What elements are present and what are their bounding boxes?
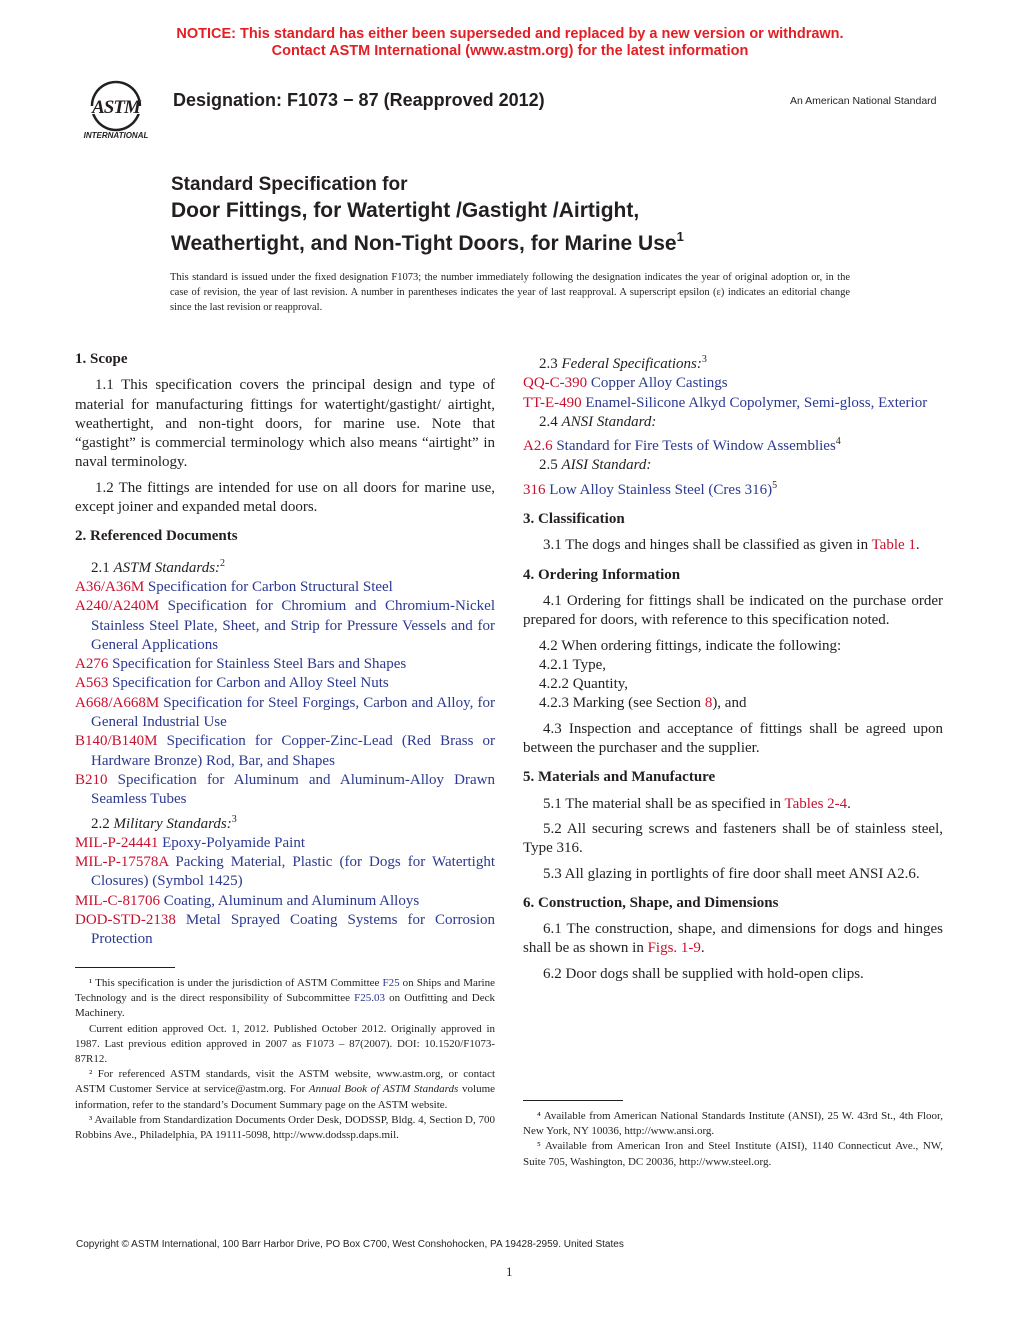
section-1-heading: 1. Scope (75, 351, 128, 367)
footnote-rule-left (75, 967, 175, 968)
ref-a36[interactable]: A36/A36M Specification for Carbon Structural Steel (75, 578, 393, 595)
right-column (523, 350, 943, 990)
paragraph-5-2: 5.2 All securing screws and fasteners shall be of stainless steel, Type 316. (523, 820, 943, 857)
tables-2-4-link[interactable]: Tables 2-4 (784, 795, 848, 812)
footnote-rule-right (523, 1100, 623, 1101)
aisi-standard-label: 2.5 AISI Standard: (539, 457, 652, 474)
paragraph-4-2: 4.2 When ordering fittings, indicate the following: (539, 637, 842, 654)
logo-subtext: INTERNATIONAL (83, 131, 149, 140)
paragraph-4-2-3: 4.2.3 Marking (see Section 8), and (539, 695, 747, 712)
notice-line-1: NOTICE: This standard has either been superseded and replaced by a new version or withdrawn. (176, 26, 844, 42)
ref-a668[interactable]: A668/A668M Specification for Steel Forgings, Carbon and Alloy, for General Industrial Use (75, 694, 495, 731)
notice-banner (0, 26, 1020, 60)
federal-specifications-label: 2.3 Federal Specifications:$^3$ (539, 354, 707, 372)
paragraph-6-2: 6.2 Door dogs shall be supplied with hold-open clips. (543, 965, 864, 982)
footnote-mark-3b[interactable]: 3 (701, 354, 707, 365)
left-column (75, 350, 495, 950)
logo-mark: ASTM (92, 97, 140, 118)
astm-logo (70, 76, 162, 142)
section-8-link[interactable]: 8 (704, 695, 713, 712)
footnote-2: ² For referenced ASTM standards, visit the ASTM website, www.astm.org, or contact ASTM Customer Service at service@astm.org. For Annual Book of ASTM Standards volume information, refer to the standard’s Document Summary page on the ASTM website. (75, 1068, 496, 1111)
paragraph-5-1: 5.1 The material shall be as specified in Tables 2-4. (543, 795, 851, 812)
american-national-standard: An American National Standard (790, 95, 937, 107)
ref-mil-p-17578a[interactable]: MIL-P-17578A Packing Material, Plastic (for Dogs for Watertight Closures) (Symbol 1425) (75, 854, 495, 890)
ref-qq-c-390[interactable]: QQ-C-390 Copper Alloy Castings (523, 375, 728, 392)
paragraph-4-1: 4.1 Ordering for fittings shall be indicated on the purchase order prepared for doors, with reference to this specification noted. (523, 592, 943, 629)
title-footnote-mark[interactable]: 1 (676, 229, 684, 244)
ref-b210[interactable]: B210 Specification for Aluminum and Aluminum-Alloy Drawn Seamless Tubes (75, 771, 495, 808)
ref-aisi-316[interactable]: 316 Low Alloy Stainless Steel (Cres 316)$^5$ (523, 479, 778, 498)
footnote-5: ⁵ Available from American Iron and Steel Institute (AISI), 1140 Connecticut Ave., NW, Suite 705, Washington, DC 20036, http://www.steel.org. (523, 1140, 943, 1168)
table-1-link[interactable]: Table 1 (871, 537, 916, 554)
figs-1-9-link[interactable]: Figs. 1-9 (647, 940, 701, 957)
ref-mil-p-24441[interactable]: MIL-P-24441 Epoxy-Polyamide Paint (75, 834, 305, 851)
title-line-3: Weathertight, and Non-Tight Doors, for Marine Use (171, 232, 677, 255)
f25-03-link[interactable]: F25.03 (354, 992, 385, 1005)
footnote-1-edition: Current edition approved Oct. 1, 2012. Published October 2012. Originally approved in 1987. Last previous edition approved in 2007 as F1073 – 87(2007). DOI: 10.1520/F1073-87R12. (75, 1022, 495, 1066)
document-title (171, 172, 684, 257)
ref-b140[interactable]: B140/B140M Specification for Copper-Zinc-Lead (Red Brass or Hardware Bronze) Rod, Bar, and Shapes (75, 733, 495, 769)
ref-dod-std-2138[interactable]: DOD-STD-2138 Metal Sprayed Coating Systems for Corrosion Protection (75, 912, 495, 948)
footnotes-right (523, 1109, 943, 1170)
section-4-heading: 4. Ordering Information (523, 566, 681, 583)
ansi-standard-label: 2.4 ANSI Standard: (539, 413, 657, 430)
ref-mil-c-81706[interactable]: MIL-C-81706 Coating, Aluminum and Aluminum Alloys (75, 892, 420, 909)
military-standards-label: 2.2 Military Standards:$^3$ (91, 813, 237, 832)
paragraph-3-1: 3.1 The dogs and hinges shall be classified as given in Table 1. (543, 537, 920, 554)
section-6-heading: 6. Construction, Shape, and Dimensions (523, 894, 779, 911)
paragraph-4-3: 4.3 Inspection and acceptance of fittings shall be agreed upon between the purchaser and the supplier. (523, 720, 943, 757)
section-2-heading: 2. Referenced Documents (75, 528, 238, 545)
paragraph-5-3: 5.3 All glazing in portlights of fire door shall meet ANSI A2.6. (543, 865, 920, 882)
title-line-2: Door Fittings, for Watertight /Gastight /Airtight, (171, 199, 640, 222)
ref-a276[interactable]: A276 Specification for Stainless Steel Bars and Shapes (75, 656, 407, 673)
footnotes-left (75, 976, 495, 1143)
section-5-heading: 5. Materials and Manufacture (523, 769, 716, 786)
copyright: Copyright © ASTM International, 100 Barr Harbor Drive, PO Box C700, West Conshohocken, PA 19428-2959. United States (76, 1239, 624, 1250)
ref-a240[interactable]: A240/A240M Specification for Chromium and Chromium-Nickel Stainless Steel Plate, Sheet, and Strip for Pressure Vessels and for General Applications (75, 598, 495, 653)
paragraph-1-1: 1.1 This specification covers the principal design and type of material for manufacturing fittings for watertight/gastight/ airtight, weathertight, and non-tight doors, for marine use. Note that “gastight” is commercial terminology which also means “airtight” in naval terminology. (75, 377, 495, 471)
footnote-4: ⁴ Available from American National Standards Institute (ANSI), 25 W. 43rd St., 4th Floor, New York, NY 10036, http://www.ansi.org. (523, 1110, 943, 1138)
paragraph-4-2-2: 4.2.2 Quantity, (539, 676, 629, 693)
page-number: 1 (506, 1264, 513, 1279)
title-line-1: Standard Specification for (171, 174, 408, 195)
notice-line-2: Contact ASTM International (www.astm.org) for the latest information (271, 43, 749, 59)
f25-link[interactable]: F25 (382, 977, 400, 989)
paragraph-1-2: 1.2 The fittings are intended for use on all doors for marine use, except joiner and expanded metal doors. (75, 479, 495, 516)
ref-tt-e-490[interactable]: TT-E-490 Enamel-Silicone Alkyd Copolymer, Semi-gloss, Exterior (523, 394, 928, 411)
ref-ansi-a2-6[interactable]: A2.6 Standard for Fire Tests of Window Assemblies$^4$ (523, 436, 841, 455)
ref-a563[interactable]: A563 Specification for Carbon and Alloy Steel Nuts (75, 675, 389, 692)
paragraph-4-2-1: 4.2.1 Type, (539, 656, 607, 673)
designation: Designation: F1073 − 87 (Reapproved 2012) (173, 90, 545, 110)
footnote-mark-2[interactable]: 2 (220, 557, 226, 569)
issuance-statement: This standard is issued under the fixed designation F1073; the number immediately following the designation indicates the year of original adoption or, in the case of revision, the year of last revision. A number in parentheses indicates the year of last reapproval. A superscript epsilon (ε) indicates an editorial change since the last revision or reapproval. (170, 272, 850, 313)
astm-standards-label: 2.1 ASTM Standards:$^2$ (91, 557, 226, 576)
section-3-heading: 3. Classification (523, 511, 625, 528)
paragraph-6-1: 6.1 The construction, shape, and dimensions for dogs and hinges shall be as shown in Figs. 1-9. (523, 921, 943, 957)
footnote-3: ³ Available from Standardization Documents Order Desk, DODSSP, Bldg. 4, Section D, 700 Robbins Ave., Philadelphia, PA 19111-5098, http://www.dodssp.daps.mil. (75, 1113, 495, 1142)
footnote-1: ¹ This specification is under the jurisdiction of ASTM Committee F25 on Ships and Marine Technology and is the direct responsibility of Subcommittee F25.03 on Outfitting and Deck Machinery. (75, 977, 495, 1020)
footnote-mark-3[interactable]: 3 (231, 813, 237, 825)
